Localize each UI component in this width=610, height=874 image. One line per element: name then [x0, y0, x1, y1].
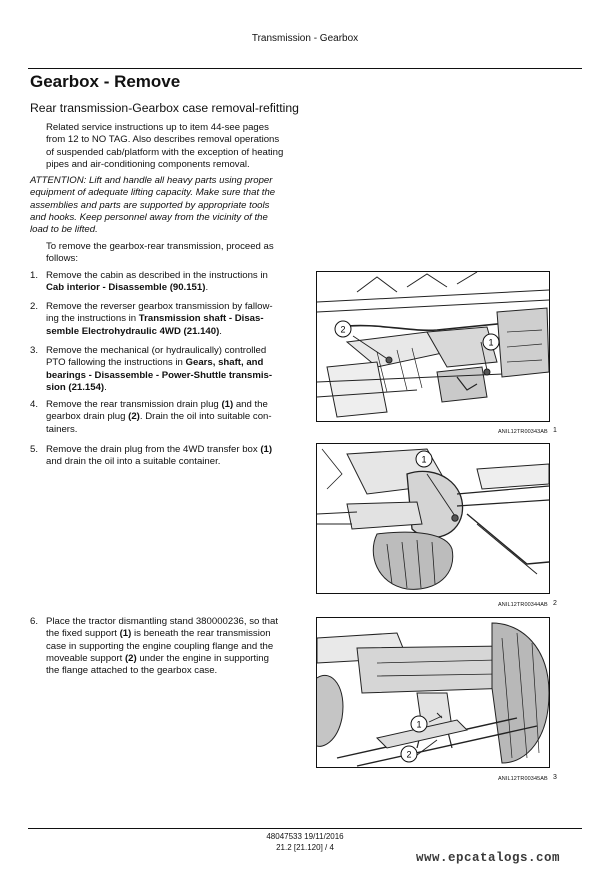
step-line: gearbox drain plug (2). Drain the oil into suitable con- [46, 411, 272, 423]
step-line: Remove the cabin as described in the instructions in [46, 270, 268, 281]
intro-line: pipes and air-conditioning components removal. [46, 158, 250, 170]
figure-3-number: 3 [553, 774, 557, 781]
step-line: tainers. [46, 423, 78, 435]
lead-line: follows: [46, 253, 78, 265]
attention-line: load to be lifted. [30, 224, 98, 236]
figure-3-callout-a: 1 [416, 719, 422, 730]
figure-1-illustration [317, 272, 549, 421]
bottom-rule [28, 828, 582, 829]
step-number: 1. [30, 270, 39, 281]
figure-1-number: 1 [553, 427, 557, 434]
running-head: Transmission - Gearbox [251, 33, 359, 44]
figure-1-callout-b: 1 [488, 337, 494, 348]
step-line: ing the instructions in Transmission shaft - Disas- [46, 313, 264, 325]
attention-line: ATTENTION: Lift and handle all heavy parts using proper [30, 175, 273, 186]
step-line: the flange attached to the gearbox case. [46, 665, 218, 677]
figure-3-code: ANIL12TR00345AB [498, 776, 548, 782]
attention-note [30, 175, 293, 236]
step-line: Remove the rear transmission drain plug (1) and the [46, 399, 268, 410]
step-number: 4. [30, 399, 39, 410]
page-title: Gearbox - Remove [30, 72, 181, 91]
footer-doc-ref: 48047533 19/11/2016 [266, 832, 344, 841]
step-line: Place the tractor dismantling stand 380000236, so that [46, 616, 278, 627]
watermark: www.epcatalogs.com [415, 851, 560, 865]
step-number: 2. [30, 301, 39, 312]
intro-line: Related service instructions up to item 44-see pages [46, 122, 269, 133]
step-line: Remove the reverser gearbox transmission by fallow- [46, 301, 273, 312]
step-line: moveable support (2) under the engine in supporting [46, 652, 269, 664]
step-number: 3. [30, 345, 39, 356]
figure-1 [316, 271, 550, 422]
step-text [46, 301, 293, 338]
attention-line: assemblies and parts are supported by appropriate tools [30, 199, 270, 211]
step-line: bearings - Disassemble - Power-Shuttle transmis- [46, 369, 273, 381]
figure-1-code: ANIL12TR00343AB [498, 429, 548, 435]
step-text [46, 270, 293, 295]
intro-line: of suspended cab/platform with the exception of heating [46, 146, 284, 158]
step-line: sion (21.154). [46, 381, 107, 393]
step-number: 6. [30, 616, 39, 627]
top-rule [28, 68, 582, 69]
intro-paragraph [46, 122, 293, 171]
intro-line: from 12 to NO TAG. Also describes removal operations [46, 134, 280, 146]
step-number: 5. [30, 444, 39, 455]
figure-3-illustration [317, 618, 549, 767]
attention-line: and hooks. Keep personnel away from the vicinity of the [30, 211, 268, 223]
step-text [46, 345, 293, 394]
figure-2-callout-a: 1 [421, 454, 427, 465]
figure-2-number: 2 [553, 600, 557, 607]
attention-line: equipment of adequate lifting capacity. Make sure that the [30, 187, 276, 199]
step-line: the fixed support (1) is beneath the rear transmission [46, 628, 271, 640]
step-line: semble Electrohydraulic 4WD (21.140). [46, 325, 222, 337]
step-line: Cab interior - Disassemble (90.151). [46, 282, 209, 294]
step-line: Remove the mechanical (or hydraulically) controlled [46, 345, 267, 356]
step-line: Remove the drain plug from the 4WD transfer box (1) [46, 444, 273, 455]
step-line: case in supporting the engine coupling flange and the [46, 640, 274, 652]
figure-2 [316, 443, 550, 594]
footer-page-number: 21.2 [21.120] / 4 [276, 843, 334, 852]
figure-1-callout-a: 2 [340, 324, 346, 335]
figure-2-illustration [317, 444, 549, 593]
step-text [46, 399, 293, 436]
lead-line: To remove the gearbox-rear transmission, proceed as [46, 241, 274, 252]
figure-2-code: ANIL12TR00344AB [498, 602, 548, 608]
figure-3 [316, 617, 550, 768]
procedure-lead [46, 241, 293, 266]
section-subtitle: Rear transmission-Gearbox case removal-refitting [30, 101, 299, 115]
step-text [46, 444, 293, 469]
step-text [46, 616, 293, 677]
figure-3-callout-b: 2 [406, 749, 412, 760]
step-line: and drain the oil into a suitable container. [46, 456, 221, 468]
step-line: PTO fallowing the instructions in Gears, shaft, and [46, 357, 264, 369]
